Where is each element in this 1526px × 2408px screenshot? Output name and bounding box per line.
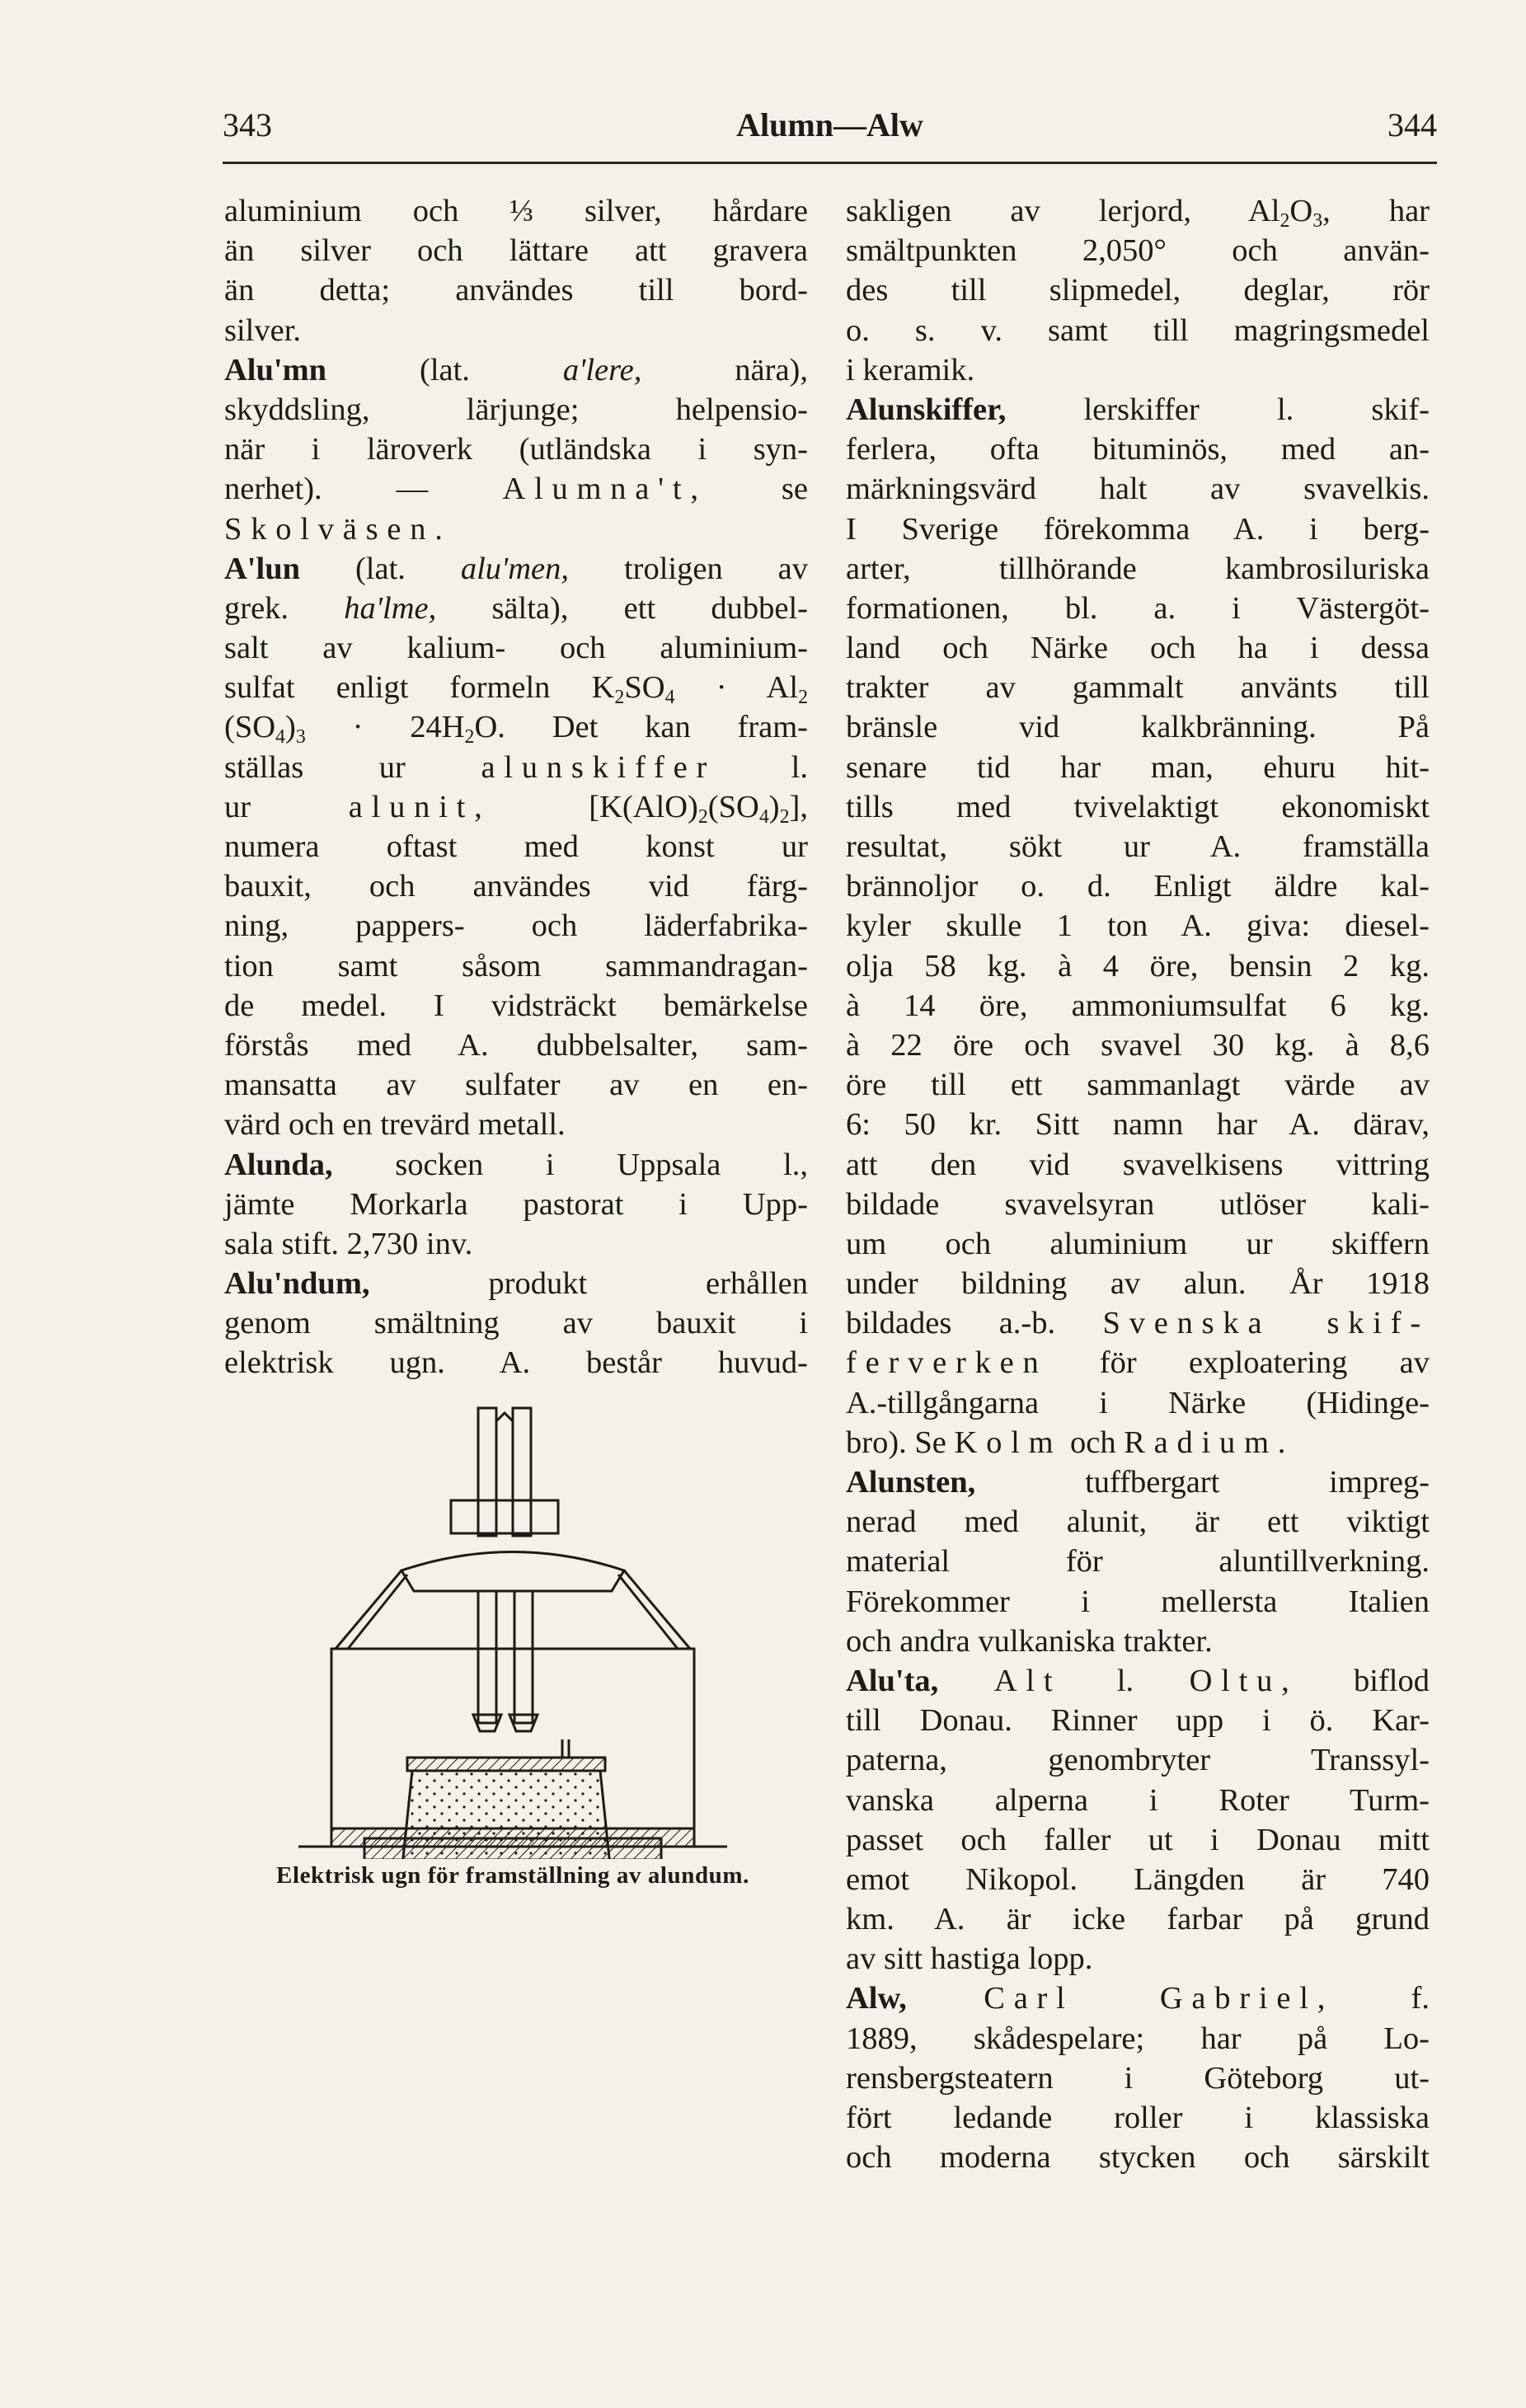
text-line <box>224 429 808 469</box>
text-line <box>846 1224 1430 1264</box>
text-segment: se <box>707 472 809 507</box>
text-segment: att den vid svavelkisens vittring <box>846 1147 1430 1182</box>
text-line <box>846 1065 1430 1105</box>
text-line <box>224 1224 808 1264</box>
text-line <box>846 1582 1430 1622</box>
text-segment: ) <box>768 789 780 824</box>
text-line <box>846 1303 1430 1343</box>
text-segment: än detta; användes till bord- <box>224 273 808 308</box>
text-segment: tuffbergart impreg- <box>975 1465 1430 1500</box>
text-line <box>846 986 1430 1026</box>
text-line <box>846 1781 1430 1820</box>
text-segment: än silver och lättare att gravera <box>224 233 808 269</box>
text-segment: à 22 öre och svavel 30 kg. à 8,6 <box>846 1027 1430 1063</box>
text-line <box>224 668 808 707</box>
text-segment: Alumna't, <box>502 472 707 507</box>
text-segment: ferlera, ofta bituminös, med an- <box>846 432 1430 467</box>
text-segment: sala stift. 2,730 inv. <box>224 1226 473 1261</box>
text-segment: material för aluntillverkning. <box>846 1544 1430 1580</box>
text-line <box>224 1343 808 1382</box>
text-line <box>846 2138 1430 2177</box>
subscript: 2 <box>779 805 790 828</box>
text-segment: och andra vulkaniska trakter. <box>846 1623 1213 1659</box>
text-segment: , har <box>1322 194 1430 228</box>
text-segment: bildades a.-b. <box>846 1306 1103 1341</box>
text-segment: ning, pappers- och läderfabrika- <box>224 908 808 944</box>
text-segment: senare tid har man, ehuru hit- <box>846 749 1430 785</box>
text-segment: numera oftast med konst ur <box>224 829 808 864</box>
text-line <box>224 1065 808 1105</box>
text-line <box>846 1740 1430 1780</box>
text-segment: rensbergsteatern i Göteborg ut- <box>846 2060 1430 2096</box>
text-segment: ur <box>224 789 349 824</box>
text-segment: alunskiffer <box>481 749 716 785</box>
text-segment: sulfat enligt formeln K <box>224 670 615 706</box>
text-segment: produkt erhållen <box>369 1266 808 1302</box>
right-column <box>846 191 1430 2177</box>
text-segment: nerad med alunit, är ett viktigt <box>846 1504 1430 1540</box>
entry-headword: A'lun <box>224 551 301 586</box>
text-segment: ⅓ <box>509 194 534 228</box>
text-segment: · 24H <box>305 710 465 745</box>
left-column <box>224 191 808 1383</box>
text-segment: (SO <box>224 710 276 745</box>
text-segment: passet och faller ut i Donau mitt <box>846 1822 1430 1857</box>
text-line <box>846 668 1430 707</box>
text-segment: des till slipmedel, deglar, rör <box>846 273 1430 308</box>
text-line <box>224 1264 808 1303</box>
text-segment: Kolm <box>954 1425 1063 1460</box>
text-line <box>224 787 808 827</box>
text-segment: sälta), ett dubbel- <box>436 590 808 626</box>
text-segment: A.-tillgångarna i Närke (Hidinge- <box>846 1385 1430 1420</box>
text-segment: ], <box>789 789 808 824</box>
text-segment: smältpunkten 2,050° och använ- <box>846 233 1430 269</box>
text-line <box>224 509 808 549</box>
text-line <box>846 1502 1430 1542</box>
text-line <box>224 1105 808 1144</box>
text-segment: brännoljor o. d. Enligt äldre kal- <box>846 869 1430 904</box>
text-segment: (lat. <box>326 352 563 387</box>
text-line <box>224 311 808 350</box>
text-segment: bränsle vid kalkbränning. På <box>846 710 1430 745</box>
text-segment: de medel. I vidsträckt bemärkelse <box>224 988 808 1023</box>
text-segment: Oltu, <box>1189 1663 1298 1698</box>
text-line <box>846 2058 1430 2098</box>
subscript: 3 <box>1312 210 1323 232</box>
text-segment: formationen, bl. a. i Västergöt- <box>846 590 1430 626</box>
text-segment: à 14 öre, ammoniumsulfat 6 kg. <box>846 988 1430 1023</box>
text-segment: o. s. v. samt till magringsmedel <box>846 312 1430 348</box>
text-line <box>846 270 1430 310</box>
text-segment: genom smältning av bauxit i <box>224 1306 808 1341</box>
text-line <box>846 1423 1430 1462</box>
text-line <box>846 549 1430 589</box>
text-segment: för exploatering av <box>1047 1345 1430 1381</box>
text-line <box>846 429 1430 469</box>
text-segment: emot Nikopol. Längden är 740 <box>846 1861 1430 1897</box>
text-line <box>846 1145 1430 1185</box>
text-line <box>846 1979 1430 2018</box>
entry-headword: Alunda, <box>224 1147 333 1182</box>
text-line <box>846 390 1430 429</box>
text-segment: 6: 50 kr. Sitt namn har A. därav, <box>846 1107 1430 1143</box>
text-segment: bildade svavelsyran utlöser kali- <box>846 1186 1430 1222</box>
text-line <box>846 906 1430 946</box>
text-line <box>224 906 808 946</box>
subscript: 2 <box>697 805 708 828</box>
text-segment: trakter av gammalt använts till <box>846 670 1430 706</box>
text-line <box>846 1622 1430 1661</box>
subscript: 2 <box>1279 210 1290 232</box>
text-segment: f. <box>1334 1981 1430 2016</box>
text-segment: resultat, sökt ur A. framställa <box>846 829 1430 864</box>
text-segment: silver, hårdare <box>533 194 808 228</box>
text-line <box>846 1542 1430 1581</box>
text-line <box>846 628 1430 668</box>
entry-headword: Alu'ta, <box>846 1663 939 1698</box>
text-segment: Förekommer i mellersta Italien <box>846 1584 1430 1619</box>
subscript: 4 <box>758 805 769 828</box>
text-line <box>224 1303 808 1343</box>
text-line <box>846 827 1430 866</box>
text-line <box>846 1899 1430 1939</box>
text-segment: km. A. är icke farbar på grund <box>846 1902 1430 1937</box>
text-line <box>846 1383 1430 1423</box>
text-segment: l. <box>1061 1663 1190 1698</box>
text-segment: öre till ett sammanlagt värde av <box>846 1068 1430 1103</box>
subscript: 2 <box>614 687 625 709</box>
text-segment: jämte Morkarla pastorat i Upp- <box>224 1186 808 1222</box>
text-line <box>846 707 1430 747</box>
text-segment: ) <box>284 710 296 745</box>
figure-caption: Elektrisk ugn för framställning av alundum. <box>276 1862 749 1889</box>
entry-headword: Alw, <box>846 1981 907 2016</box>
text-line <box>846 589 1430 628</box>
text-line <box>224 946 808 986</box>
running-title: Alumn—Alw <box>736 106 923 143</box>
text-line <box>846 311 1430 350</box>
text-segment: O <box>1289 194 1313 228</box>
text-segment: av sitt hastiga lopp. <box>846 1941 1093 1977</box>
text-segment: · Al <box>674 670 799 706</box>
text-line <box>846 350 1430 390</box>
text-segment: alu'men, <box>460 551 570 586</box>
text-segment: Carl Gabriel, <box>984 1981 1335 2016</box>
text-segment: a'lere, <box>562 352 642 387</box>
right-page-number: 344 <box>1387 106 1437 143</box>
text-line <box>846 946 1430 986</box>
text-line <box>224 1145 808 1185</box>
electric-furnace-drawing <box>216 1401 810 1859</box>
header-rule <box>223 162 1437 164</box>
entry-headword: Alunskiffer, <box>846 392 1007 427</box>
text-line <box>846 509 1430 549</box>
text-segment: elektrisk ugn. A. består huvud- <box>224 1345 808 1381</box>
text-segment: och moderna stycken och särskilt <box>846 2140 1430 2176</box>
text-segment: um och aluminium ur skiffern <box>846 1226 1430 1261</box>
text-line <box>224 827 808 866</box>
text-segment: land och Närke och ha i dessa <box>846 631 1430 666</box>
text-segment: l. <box>716 749 808 785</box>
text-line <box>846 1820 1430 1860</box>
text-line <box>846 1939 1430 1979</box>
entry-headword: Alu'ndum, <box>224 1266 370 1302</box>
text-segment: vanska alperna i Roter Turm- <box>846 1782 1430 1818</box>
text-segment: värd och en trevärd metall. <box>224 1107 566 1143</box>
text-segment: alunit, <box>348 789 491 824</box>
text-segment: Radium. <box>1124 1425 1295 1460</box>
text-segment: skyddsling, lärjunge; helpensio- <box>224 392 808 427</box>
text-segment: SO <box>624 670 665 706</box>
text-segment: 1889, skådespelare; har på Lo- <box>846 2021 1430 2056</box>
text-line <box>224 191 808 231</box>
text-segment: i keramik. <box>846 352 975 387</box>
text-line <box>846 866 1430 906</box>
text-segment: kyler skulle 1 ton A. giva: diesel- <box>846 908 1430 944</box>
text-line <box>846 231 1430 270</box>
text-line <box>224 986 808 1026</box>
subscript: 2 <box>464 726 475 749</box>
text-segment: (lat. <box>300 551 461 586</box>
text-segment: grek. <box>224 590 345 626</box>
entry-headword: Alu'mn <box>224 352 327 387</box>
text-segment: ha'lme, <box>344 590 437 626</box>
text-line <box>224 1026 808 1065</box>
text-segment: olja 58 kg. à 4 öre, bensin 2 kg. <box>846 948 1430 983</box>
text-segment: och <box>1062 1425 1125 1460</box>
text-line <box>224 270 808 310</box>
text-segment: tion samt såsom sammandragan- <box>224 948 808 983</box>
text-segment: [K(AlO) <box>491 789 698 824</box>
text-line <box>224 549 808 589</box>
text-line <box>846 1264 1430 1303</box>
subscript: 4 <box>275 726 285 749</box>
left-page-number: 343 <box>223 106 272 143</box>
text-line <box>846 1462 1430 1502</box>
furnace-illustration <box>216 1401 810 1859</box>
text-segment: fört ledande roller i klassiska <box>846 2101 1430 2135</box>
text-segment: märkningsvärd halt av svavelkis. <box>846 472 1430 507</box>
text-segment: arter, tillhörande kambrosiluriska <box>846 551 1430 586</box>
text-segment <box>907 1981 984 2016</box>
text-line <box>224 866 808 906</box>
text-segment: ställas ur <box>224 749 481 785</box>
text-line <box>224 707 808 747</box>
text-segment: Skolväsen. <box>224 511 452 547</box>
text-line <box>846 1105 1430 1144</box>
text-segment: paterna, genombryter Transsyl- <box>846 1743 1430 1778</box>
text-segment: lerskiffer l. skif- <box>1006 392 1430 427</box>
text-line <box>224 628 808 668</box>
subscript: 3 <box>295 726 306 749</box>
text-segment: silver. <box>224 312 302 348</box>
text-line <box>846 1185 1430 1224</box>
text-segment: O. Det kan fram- <box>474 710 809 745</box>
text-line <box>846 2019 1430 2058</box>
text-line <box>846 469 1430 509</box>
text-segment: tills med tvivelaktigt ekonomiskt <box>846 789 1430 824</box>
running-header <box>223 101 1437 158</box>
text-line <box>224 748 808 787</box>
text-segment: bro). Se <box>846 1425 955 1460</box>
text-segment: (SO <box>707 789 759 824</box>
text-segment: Alt <box>993 1663 1062 1698</box>
text-segment: salt av kalium- och aluminium- <box>224 631 808 666</box>
text-line <box>846 1343 1430 1382</box>
text-line <box>846 191 1430 231</box>
text-line <box>846 1026 1430 1065</box>
text-segment: nerhet). — <box>224 472 503 507</box>
text-segment: till Donau. Rinner upp i ö. Kar- <box>846 1703 1430 1739</box>
text-segment: aluminium och <box>224 194 510 228</box>
text-segment: sakligen av lerjord, Al <box>846 194 1280 228</box>
text-line <box>846 1860 1430 1899</box>
text-line <box>224 469 808 509</box>
text-line <box>846 748 1430 787</box>
text-segment: socken i Uppsala l., <box>332 1147 808 1182</box>
entry-headword: Alunsten, <box>846 1465 976 1500</box>
text-segment: nära), <box>641 352 808 387</box>
text-line <box>224 350 808 390</box>
text-segment: Svenska skif- <box>1102 1306 1430 1341</box>
text-segment: troligen av <box>569 551 808 586</box>
text-line <box>224 390 808 429</box>
text-segment: förstås med A. dubbelsalter, sam- <box>224 1027 808 1063</box>
text-segment <box>938 1664 993 1698</box>
text-line <box>846 1701 1430 1740</box>
text-line <box>224 231 808 270</box>
text-segment: bauxit, och användes vid färg- <box>224 869 808 904</box>
text-segment: biflod <box>1298 1663 1430 1698</box>
text-segment: när i läroverk (utländska i syn- <box>224 432 808 467</box>
text-line <box>846 1661 1430 1701</box>
text-line <box>846 2098 1430 2138</box>
text-segment: mansatta av sulfater av en en- <box>224 1068 808 1103</box>
text-line <box>846 787 1430 827</box>
text-segment: I Sverige förekomma A. i berg- <box>846 511 1430 547</box>
subscript: 2 <box>798 687 808 709</box>
text-segment: under bildning av alun. År 1918 <box>846 1266 1430 1302</box>
subscript: 4 <box>664 687 675 709</box>
text-segment: ferverken <box>846 1345 1048 1381</box>
text-line <box>224 589 808 628</box>
text-line <box>224 1185 808 1224</box>
